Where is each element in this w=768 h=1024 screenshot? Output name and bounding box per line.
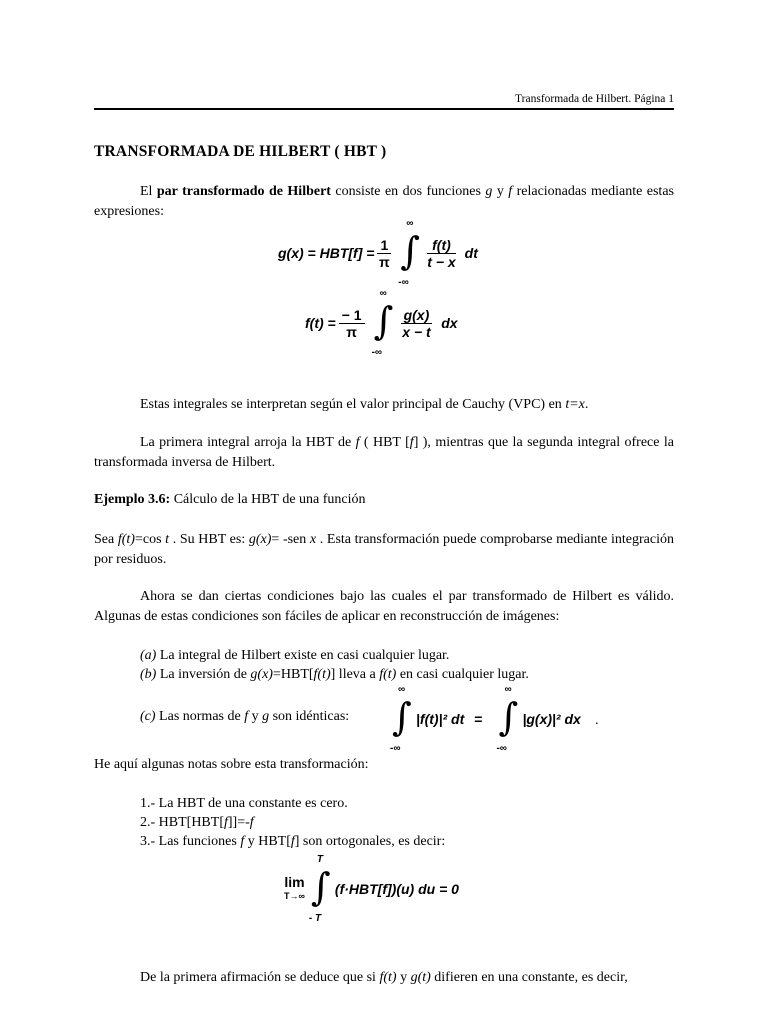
norm-equality-equation: ∫ ∞ -∞ |f(t)|² dt = ∫ ∞ -∞ |g(x)|² dx . (390, 684, 599, 754)
condition-b: (b) La inversión de g(x)=HBT[f(t)] lleva a f(t) en casi cualquier lugar. (140, 667, 529, 682)
primera-integral-paragraph: La primera integral arroja la HBT de f ( HBT [f] ), mientras que la segunda integral ofrece la transformada inversa de Hilbert. (94, 435, 674, 470)
note-2: 2.- HBT[HBT[f]]=-f (140, 815, 254, 830)
condition-a: (a) La integral de Hilbert existe en casi cualquier lugar. (140, 648, 450, 663)
example-paragraph: Sea f(t)=cos t . Su HBT es: g(x)= -sen x . Esta transformación puede comprobarse mediante integración por residuos. (94, 532, 674, 567)
orthogonality-equation: lim T→∞ ∫ T - T (f·HBT[f])(u) du = 0 (284, 854, 459, 924)
note-3: 3.- Las funciones f y HBT[f] son ortogonales, es decir: (140, 834, 446, 849)
integral-symbol: ∫ ∞ -∞ (398, 218, 421, 288)
equation-hbt: g(x) = HBT[f] = $\frac{1}{\pi}$ ∫ ∞ -∞ $\frac{f(t)}{t - x}$ dt (278, 218, 478, 288)
equation-inverse-hbt: f(t) = $\frac{- 1}{\pi}$ ∫ ∞ -∞ $\frac{g(x)}{x - t}$ dx (305, 288, 458, 358)
vpc-paragraph: Estas integrales se interpretan según el valor principal de Cauchy (VPC) en t=x. (140, 397, 589, 412)
condition-c: (c) Las normas de f y g son idénticas: (140, 709, 350, 724)
section-title: TRANSFORMADA DE HILBERT ( HBT ) (94, 143, 387, 160)
notes-intro: He aquí algunas notas sobre esta transformación: (94, 757, 369, 772)
integral-symbol: ∫ ∞ -∞ (371, 288, 394, 358)
note-1: 1.- La HBT de una constante es cero. (140, 796, 348, 811)
integral-symbol: ∫ ∞ -∞ (496, 684, 519, 754)
header-rule (94, 108, 674, 110)
running-header: Transformada de Hilbert. Página 1 (515, 93, 674, 105)
intro-paragraph: El par transformado de Hilbert consiste en dos funciones g y f relacionadas mediante estas expresiones: (94, 184, 674, 219)
final-paragraph: De la primera afirmación se deduce que si f(t) y g(t) difieren en una constante, es decir, (140, 970, 628, 985)
conditions-intro-paragraph: Ahora se dan ciertas condiciones bajo las cuales el par transformado de Hilbert es válido. Algunas de estas condiciones son fáciles de aplicar en reconstrucción de imágenes: (94, 589, 674, 624)
integral-symbol: ∫ T - T (308, 854, 331, 924)
example-heading: Ejemplo 3.6: Cálculo de la HBT de una función (94, 492, 366, 507)
integral-symbol: ∫ ∞ -∞ (390, 684, 412, 754)
